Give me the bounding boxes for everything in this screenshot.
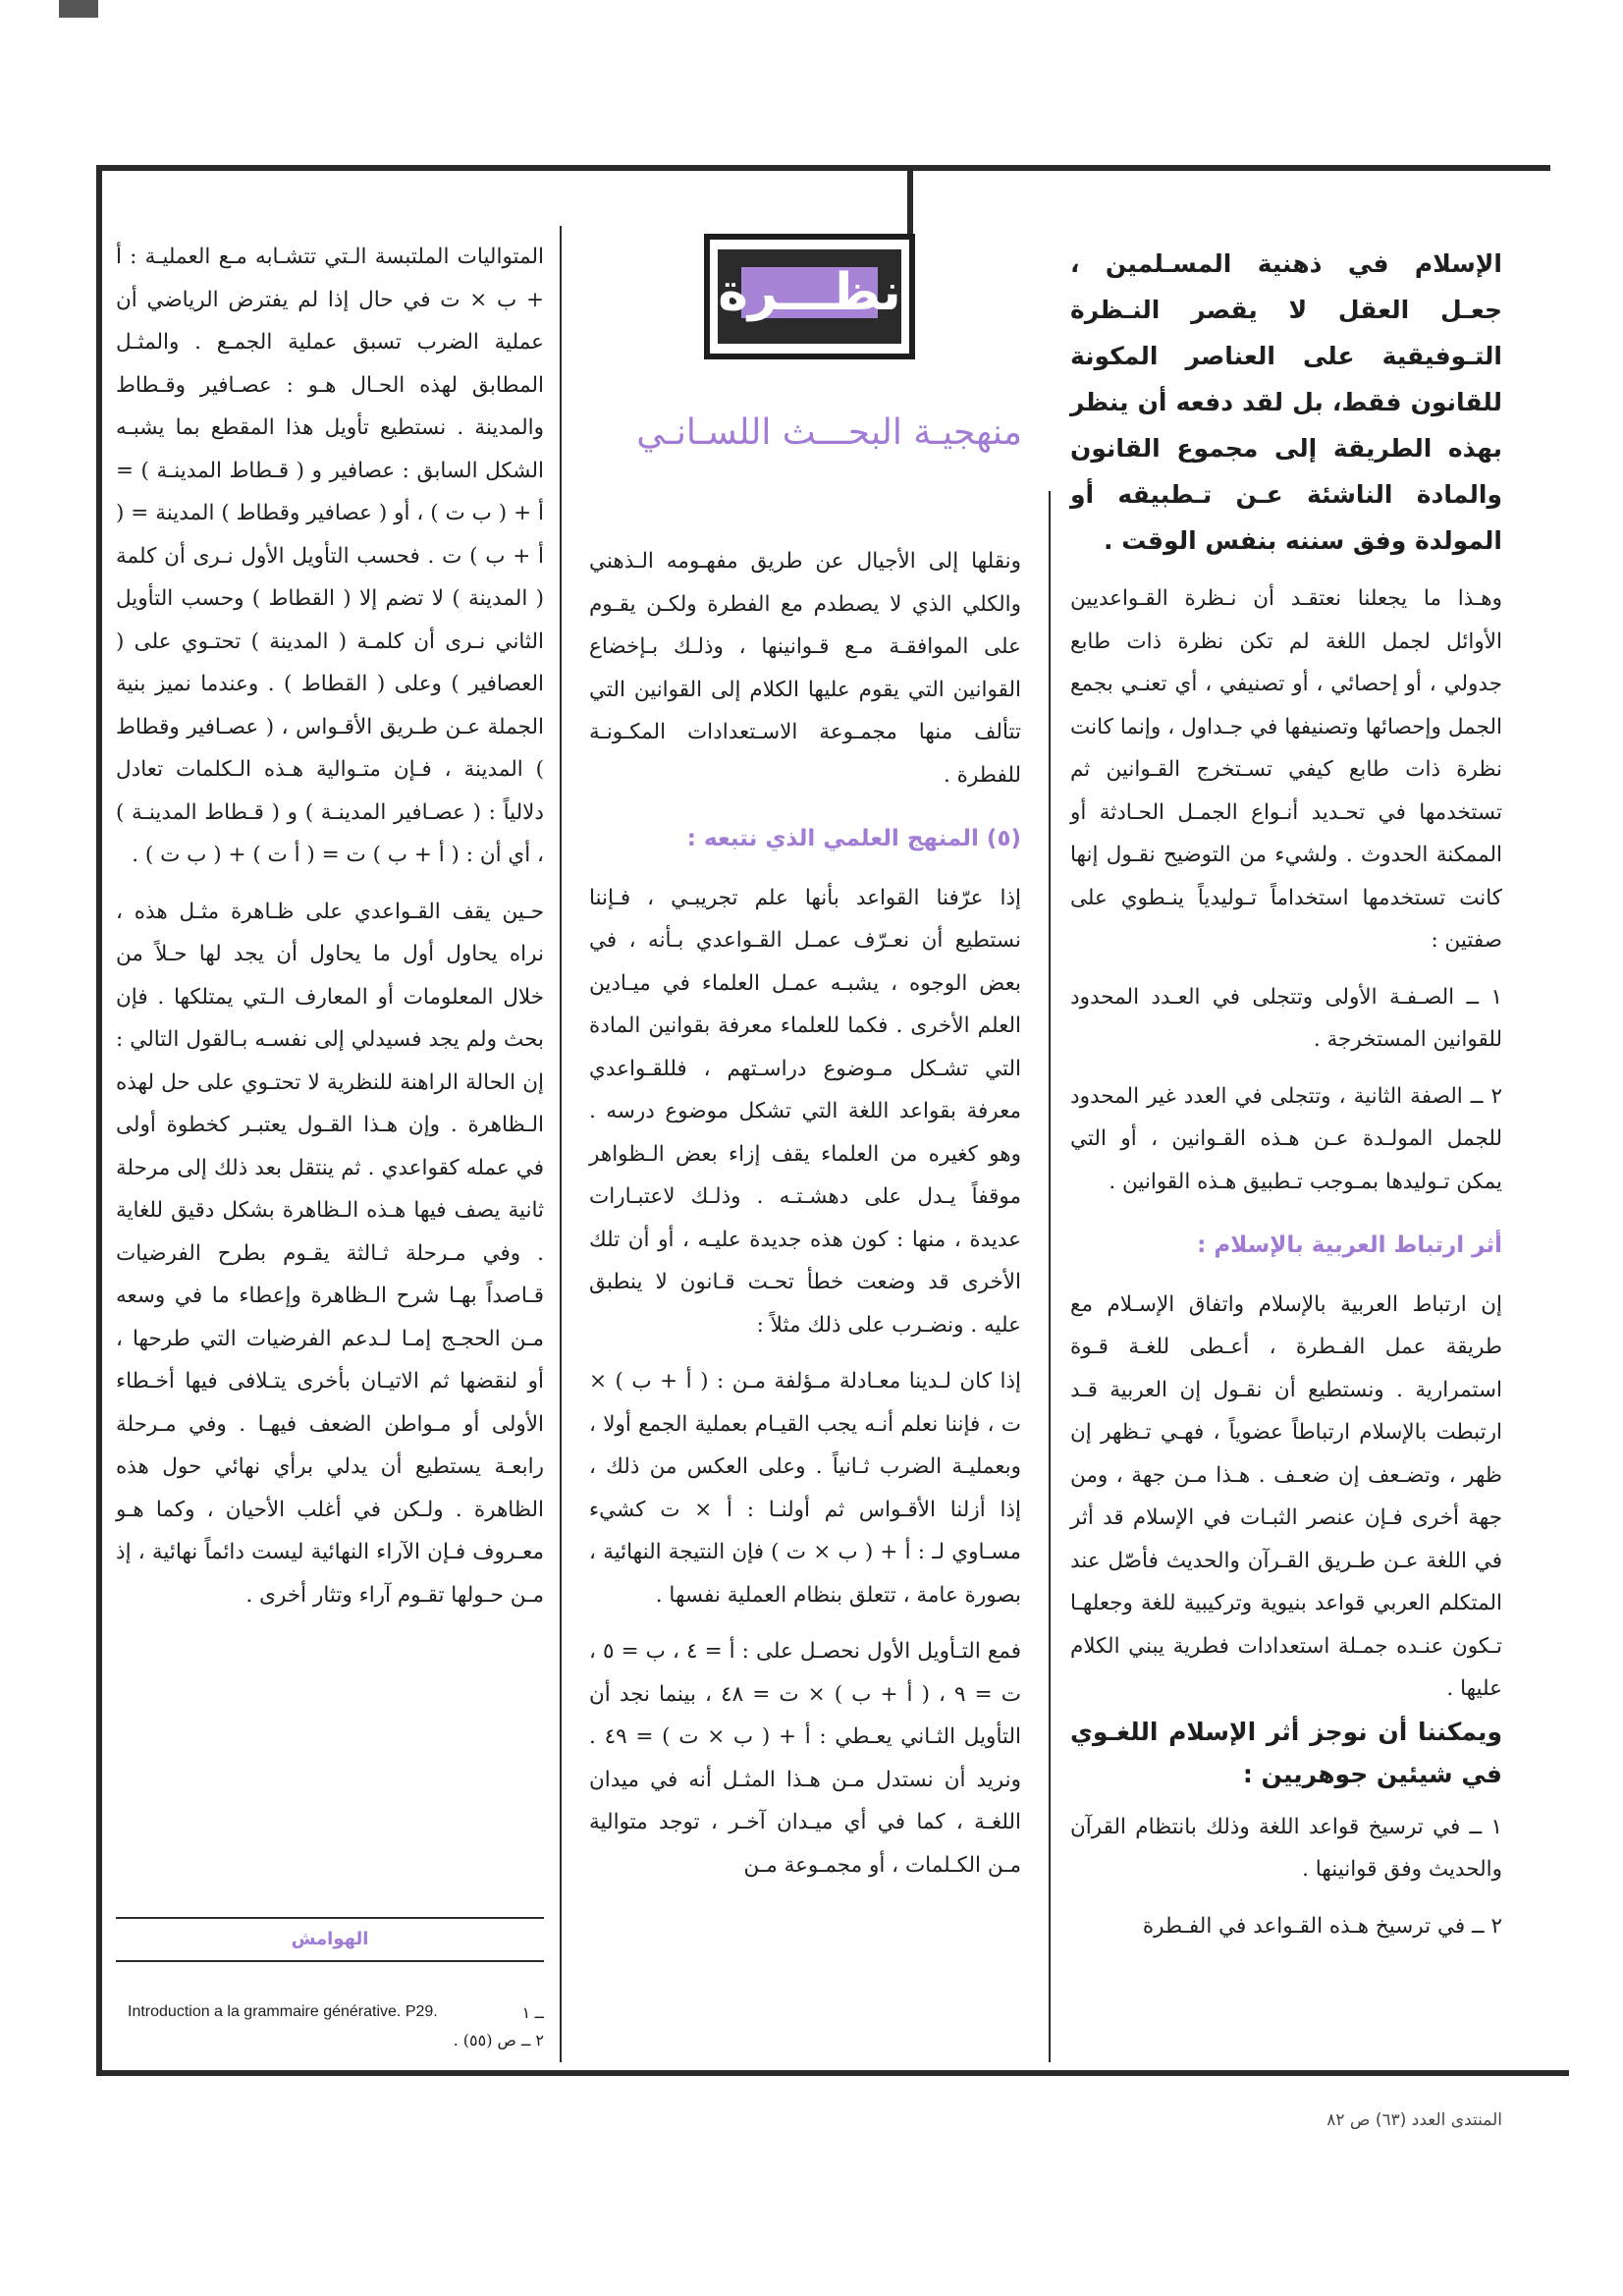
column-divider-right <box>1049 491 1051 2062</box>
right-list-item-4: ٢ ــ في ترسيخ هـذه القـواعد في الفـطرة <box>1142 1913 1502 1939</box>
right-paragraph-1: وهـذا ما يجعلنا نعتقـد أن نـظرة القـواعديين الأوائل لجمل اللغة لم تكن نظرة ذات طابع جدولي ، أو إحصائي ، أو تصنيفي ، أي تعنـي بجمع الجمل وإحصائها وتصنيفها في جـداول ، وإنما كانت نظرة ذات طابع كيفي تسـتخرج القـوانين ثم تستخدمها في تحـديد أنـواع الجمـل الحـادثة أو الممكنة الحدوث . ولشيء من التوضيح نقـول إنها كانت تستخدمها استخداماً تـوليدياً ينـطوي على صفتين : <box>1070 586 1502 953</box>
logo-frame <box>718 249 901 344</box>
scan-mark <box>59 0 98 18</box>
middle-paragraph-2: إذا عرّفنا القواعد بأنها علم تجريبـي ، فـإننا نستطيع أن نعـرّف عمـل القـواعدي بـأنه ، في بعض الوجوه ، يشبـه عمـل العلماء في ميـادين العلم الأخرى . فكما للعلماء معرفة بقوانين المادة التي تشـكل مـوضوع دراسـتهم ، فللقـواعدي معرفة بقواعد اللغة التي تشكل موضوع درسه . وهو كغيره من العلماء يقف إزاء بعض الـظواهر موقفاً يـدل على دهشـتـه . وذلـك لاعتبـارات عديدة ، منها : كون هذه جديدة عليـه ، أو أن تلك الأخرى قد وضعت خطأ تحـت قـانون لا ينطبق عليه . ونضـرب على ذلك مثلاً : <box>589 885 1021 1338</box>
frame-top-right <box>907 165 1550 171</box>
right-subheading: أثر ارتباط العربية بالإسلام : <box>1197 1232 1502 1258</box>
middle-paragraph-3: إذا كان لـدينا معـادلة مـؤلفة مـن : ( أ + ب ) × ت ، فإننا نعلم أنـه يجب القيـام بعملية الجمع أولا ، وبعمليـة الضرب ثـانياً . وعلى العكس من ذلك ، إذا أزلنا الأقـواس ثم أولنـا : أ × ت كشيء مسـاوي لـ : أ + ( ب × ت ) فإن النتيجة النهائية ، بصورة عامة ، تتعلق بنظام العملية نفسها . <box>589 1369 1021 1608</box>
right-paragraph-2: إن ارتباط العربية بالإسلام واتفاق الإسـلام مع طريقة عمل الفـطرة ، أعـطى للغـة قـوة استمرارية . ونستطيع أن نقـول إن العربية قـد ارتبطت بالإسلام ارتباطاً عضوياً ، فهـي تـظهر إن ظهر ، وتضـعف إن ضعـف . هـذا مـن جهة ، ومن جهة أخرى فـإن عنصر الثبـات في الإسلام قد أثر في اللغة عـن طـريق القـرآن والحديث فأصّل عند المتكلم العربي قواعد بنيوية وتركيبية للغة وجعلهـا تـكون عنـده جمـلة استعدادات فطرية يبني الكلام عليها . <box>1070 1291 1502 1701</box>
right-list-item-3: ١ ــ في ترسيخ قواعد اللغة وذلك بانتظام القرآن والحديث وفق قوانينها . <box>1070 1814 1502 1882</box>
middle-subheading: (٥) المنهج العلمي الذي نتبعه : <box>686 826 1021 851</box>
logo-badge <box>718 263 901 322</box>
middle-paragraph-1: ونقلها إلى الأجيال عن طريق مفهـومه الـذهني والكلي الذي لا يصطدم مع الفطرة ولكـن يقـوم على الموافقـة مـع قـوانينها ، وذلـك بـإخضاع القوانين التي يقوم عليها الكلام إلى القوانين التي تتألف منها مجمـوعة الاسـتعدادات المكـونـة للفطرة . <box>589 549 1021 788</box>
footnote-2: ٢ ــ ص (٥٥) . <box>453 2031 544 2050</box>
right-list-item-1: ١ ــ الصـفـة الأولى وتتجلى في العـدد المحدود للقوانين المستخرجة . <box>1070 984 1502 1052</box>
right-list-item-2: ٢ ــ الصفة الثانية ، وتتجلى في العدد غير المحدود للجمل المولـدة عـن هـذه القـوانين ، أو التي يمكن تـوليدها بمـوجب تـطبيق هـذه القوانين . <box>1070 1083 1502 1194</box>
frame-top-left <box>96 165 913 171</box>
middle-paragraph-4: فمع التـأويل الأول نحصـل على : أ = ٤ ، ب = ٥ ، ت = ٩ ، ( أ + ب ) × ت = ٤٨ ، بينما نجد أن التأويل الثـاني يعـطي : أ + ( ب × ت ) = ٤٩ . ونريد أن نستدل مـن هـذا المثـل أنه في ميدان اللغـة ، كما في أي ميـدان آخـر ، توجد متوالية مـن الكـلمات ، أو مجمـوعة مـن <box>589 1639 1022 1878</box>
middle-column <box>589 540 1021 1900</box>
right-paragraph-2-tail: ويمكننا أن نوجز أثر الإسلام اللغـوي في شيئين جوهريين : <box>1070 1717 1502 1788</box>
lead-paragraph: الإسلام في ذهنية المسـلمين ، جعـل العقل لا يقصر النـظرة التـوفيقية على العناصر المكونة للقانون فقط، بل لقد دفعه أن ينظر بهذه الطريقة إلى مجموع القانون والمادة الناشئة عـن تـطبيقه أو المولدة وفق سننه بنفس الوقت . <box>1070 249 1502 555</box>
left-paragraph-1: المتواليات الملتبسة الـتي تتشـابه مـع العمليـة : أ + ب × ت في حال إذا لم يفترض الرياضي أن عملية الضرب تسبق عملية الجمـع . والمثـل المطابق لهذه الحـال هـو : عصـافير وقـطاط والمدينة . نستطيع تأويل هذا المقطع بما يشبـه الشكل السابق : عصافير و ( قـطاط المدينـة ) = أ + ( ب ت ) ، أو ( عصافير وقطاط ) المدينة = ( أ + ب ) ت . فحسب التأويل الأول نـرى أن كلمة ( المدينة ) لا تضم إلا ( القطاط ) وحسب التأويل الثاني نـرى أن كلمـة ( المدينة ) تحتـوي على ( العصافير ) وعلى ( القطاط ) . وعندما نميز بنية الجملة عـن طـريق الأقـواس ، ( عصـافير وقطاط ) المدينة ، فـإن متـوالية هـذه الـكلمات تعادل دلالياً : ( عصـافير المدينـة ) و ( قـطاط المدينـة ) ، أي أن : ( أ + ب ) ت = ( أ ت ) + ( ب ت ) . <box>116 245 544 867</box>
footnote-1-text: Introduction a la grammaire générative. P29. <box>128 2003 438 2020</box>
article-title: منهجيـة البحـــث اللسـانـي <box>636 412 1022 453</box>
notes-rule-bottom <box>116 1960 544 1962</box>
section-logo-text: نظـــرة <box>718 263 901 322</box>
frame-bottom <box>96 2070 1569 2076</box>
left-column <box>116 236 544 1630</box>
frame-top-step <box>907 165 913 244</box>
notes-rule-top <box>116 1917 544 1919</box>
frame-left <box>96 165 102 2076</box>
column-divider-left <box>560 226 562 2062</box>
footnote-1 <box>128 2003 544 2023</box>
section-logo-box <box>704 234 915 359</box>
right-column <box>1070 241 1502 1961</box>
left-paragraph-2: حـين يقف القـواعدي على ظـاهرة مثـل هذه ، نراه يحاول أول ما يحاول أن يجد لها حـلاً من خلال المعلومات أو المعارف الـتي يمتلكها . فإن بحث ولم يجد فسيدلي إلى نفسـه بـالقول التالي : إن الحالة الراهنة للنظرية لا تحتـوي على حل لهذه الـظاهرة . وإن هـذا القـول يعتبـر كخطوة أولى في عمله كقواعدي . ثم ينتقل بعد ذلك إلى مرحلة ثانية يصف فيها هـذه الـظاهرة بشكل دقيق للغاية . وفي مـرحلة ثـالثة يقـوم بطرح الفرضيات قـاصداً بهـا شرح الـظاهرة وإعطاء ما في وسعه مـن الحجـج إمـا لـدعم الفرضيات التي طرحها ، أو لنقضها ثم الاتيـان بأخرى يتـلافى فيها أخـطاء الأولى أو مـواطن الضعف فيهـا . وفي مـرحلة رابعـة يستطيع أن يدلي برأي نهائي حول هذه الظاهرة . ولـكن في أغلب الأحيان ، وكما هـو معـروف فـإن الآراء النهائية ليست دائماً نهائية ، إذ مـن حـولها تقـوم آراء وتثار أخرى . <box>116 899 544 1608</box>
notes-heading: الهوامش <box>291 1929 369 1949</box>
page-footer: المنتدى العدد (٦٣) ص ٨٢ <box>1326 2110 1502 2130</box>
footnote-1-marker: ــ ١ <box>521 2005 544 2022</box>
